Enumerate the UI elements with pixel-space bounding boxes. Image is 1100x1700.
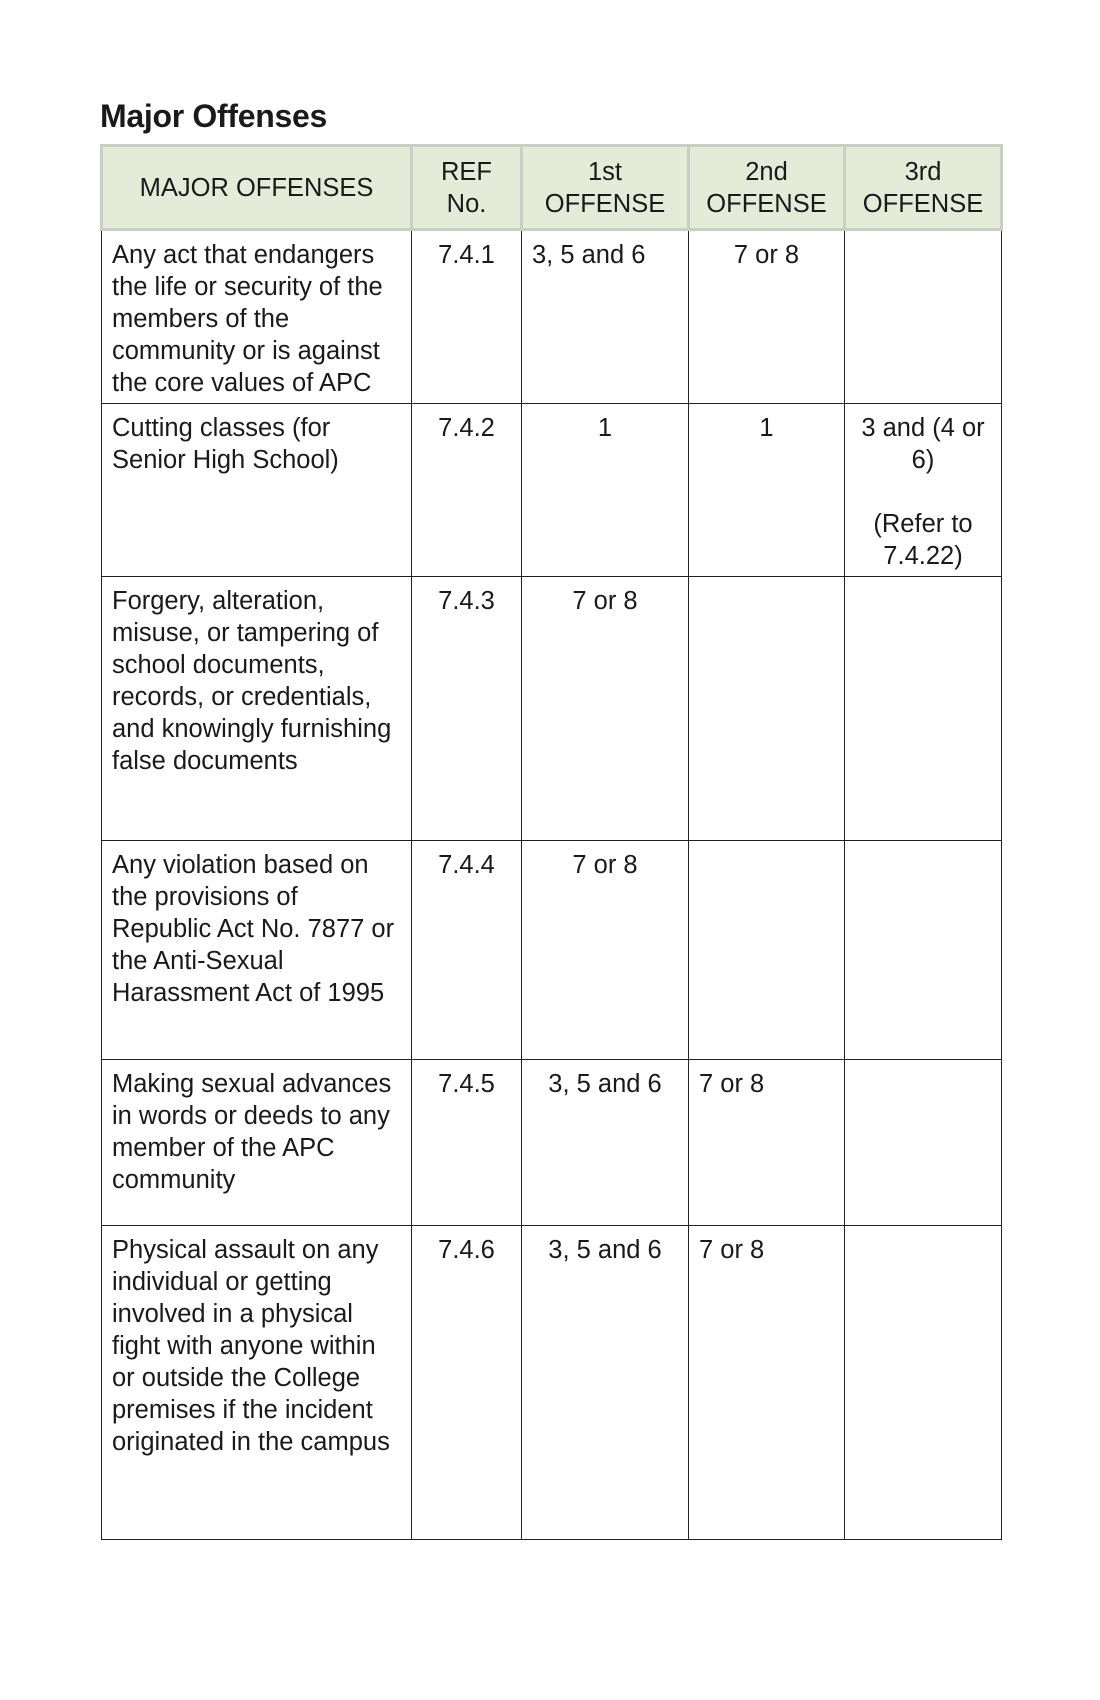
table-row	[102, 841, 1002, 1060]
third-offense-sanction	[845, 1226, 1002, 1540]
header-second-offense	[689, 146, 845, 230]
first-offense-sanction: 3, 5 and 6	[522, 230, 689, 404]
header-first-line-1: 1st	[587, 157, 623, 186]
table-row	[102, 577, 1002, 841]
offense-ref: 7.4.2	[412, 404, 522, 577]
table-row	[102, 404, 1002, 577]
header-second-line-2: OFFENSE	[706, 189, 827, 218]
third-offense-sanction	[845, 230, 1002, 404]
first-offense-sanction: 3, 5 and 6	[522, 1060, 689, 1226]
page-title: Major Offenses	[100, 98, 327, 134]
offense-ref: 7.4.3	[412, 577, 522, 841]
offense-description: Making sexual advances in words or deeds to any member of the APC community	[102, 1060, 412, 1226]
offense-ref: 7.4.6	[412, 1226, 522, 1540]
header-ref-line-1: REF	[441, 157, 492, 186]
offense-ref: 7.4.4	[412, 841, 522, 1060]
header-third-offense	[845, 146, 1002, 230]
second-offense-sanction: 1	[689, 404, 845, 577]
header-first-offense	[522, 146, 689, 230]
second-offense-sanction: 7 or 8	[689, 1226, 845, 1540]
header-major-offenses	[102, 146, 412, 230]
header-ref-no	[412, 146, 522, 230]
offense-ref: 7.4.1	[412, 230, 522, 404]
first-offense-sanction: 7 or 8	[522, 577, 689, 841]
header-second-line-1: 2nd	[745, 157, 788, 186]
major-offenses-table	[100, 144, 1003, 1540]
table-row	[102, 1060, 1002, 1226]
third-offense-sanction	[845, 577, 1002, 841]
first-offense-sanction: 7 or 8	[522, 841, 689, 1060]
offense-description: Physical assault on any individual or getting involved in a physical fight with anyone within or outside the College premises if the incident originated in the campus	[102, 1226, 412, 1540]
third-offense-sanction: 3 and (4 or 6) (Refer to 7.4.22)	[845, 404, 1002, 577]
second-offense-sanction: 7 or 8	[689, 1060, 845, 1226]
header-first-line-2: OFFENSE	[544, 189, 666, 218]
table-header-row	[102, 146, 1002, 230]
offense-description: Forgery, alteration, misuse, or tampering of school documents, records, or credentials, and knowingly furnishing false documents	[102, 577, 412, 841]
table-row	[102, 230, 1002, 404]
first-offense-sanction: 1	[522, 404, 689, 577]
second-offense-sanction	[689, 577, 845, 841]
offense-description: Cutting classes (for Senior High School)	[102, 404, 412, 577]
second-offense-sanction: 7 or 8	[689, 230, 845, 404]
table-row	[102, 1226, 1002, 1540]
offense-description: Any act that endangers the life or security of the members of the community or is against the core values of APC	[102, 230, 412, 404]
header-ref-line-2: No.	[446, 189, 487, 218]
header-major-offenses-label: MAJOR OFFENSES	[139, 173, 374, 202]
first-offense-sanction: 3, 5 and 6	[522, 1226, 689, 1540]
third-offense-sanction	[845, 841, 1002, 1060]
third-offense-sanction	[845, 1060, 1002, 1226]
second-offense-sanction	[689, 841, 845, 1060]
offense-description: Any violation based on the provisions of Republic Act No. 7877 or the Anti-Sexual Harassment Act of 1995	[102, 841, 412, 1060]
header-third-line-1: 3rd	[904, 157, 942, 186]
header-third-line-2: OFFENSE	[862, 189, 984, 218]
offense-ref: 7.4.5	[412, 1060, 522, 1226]
